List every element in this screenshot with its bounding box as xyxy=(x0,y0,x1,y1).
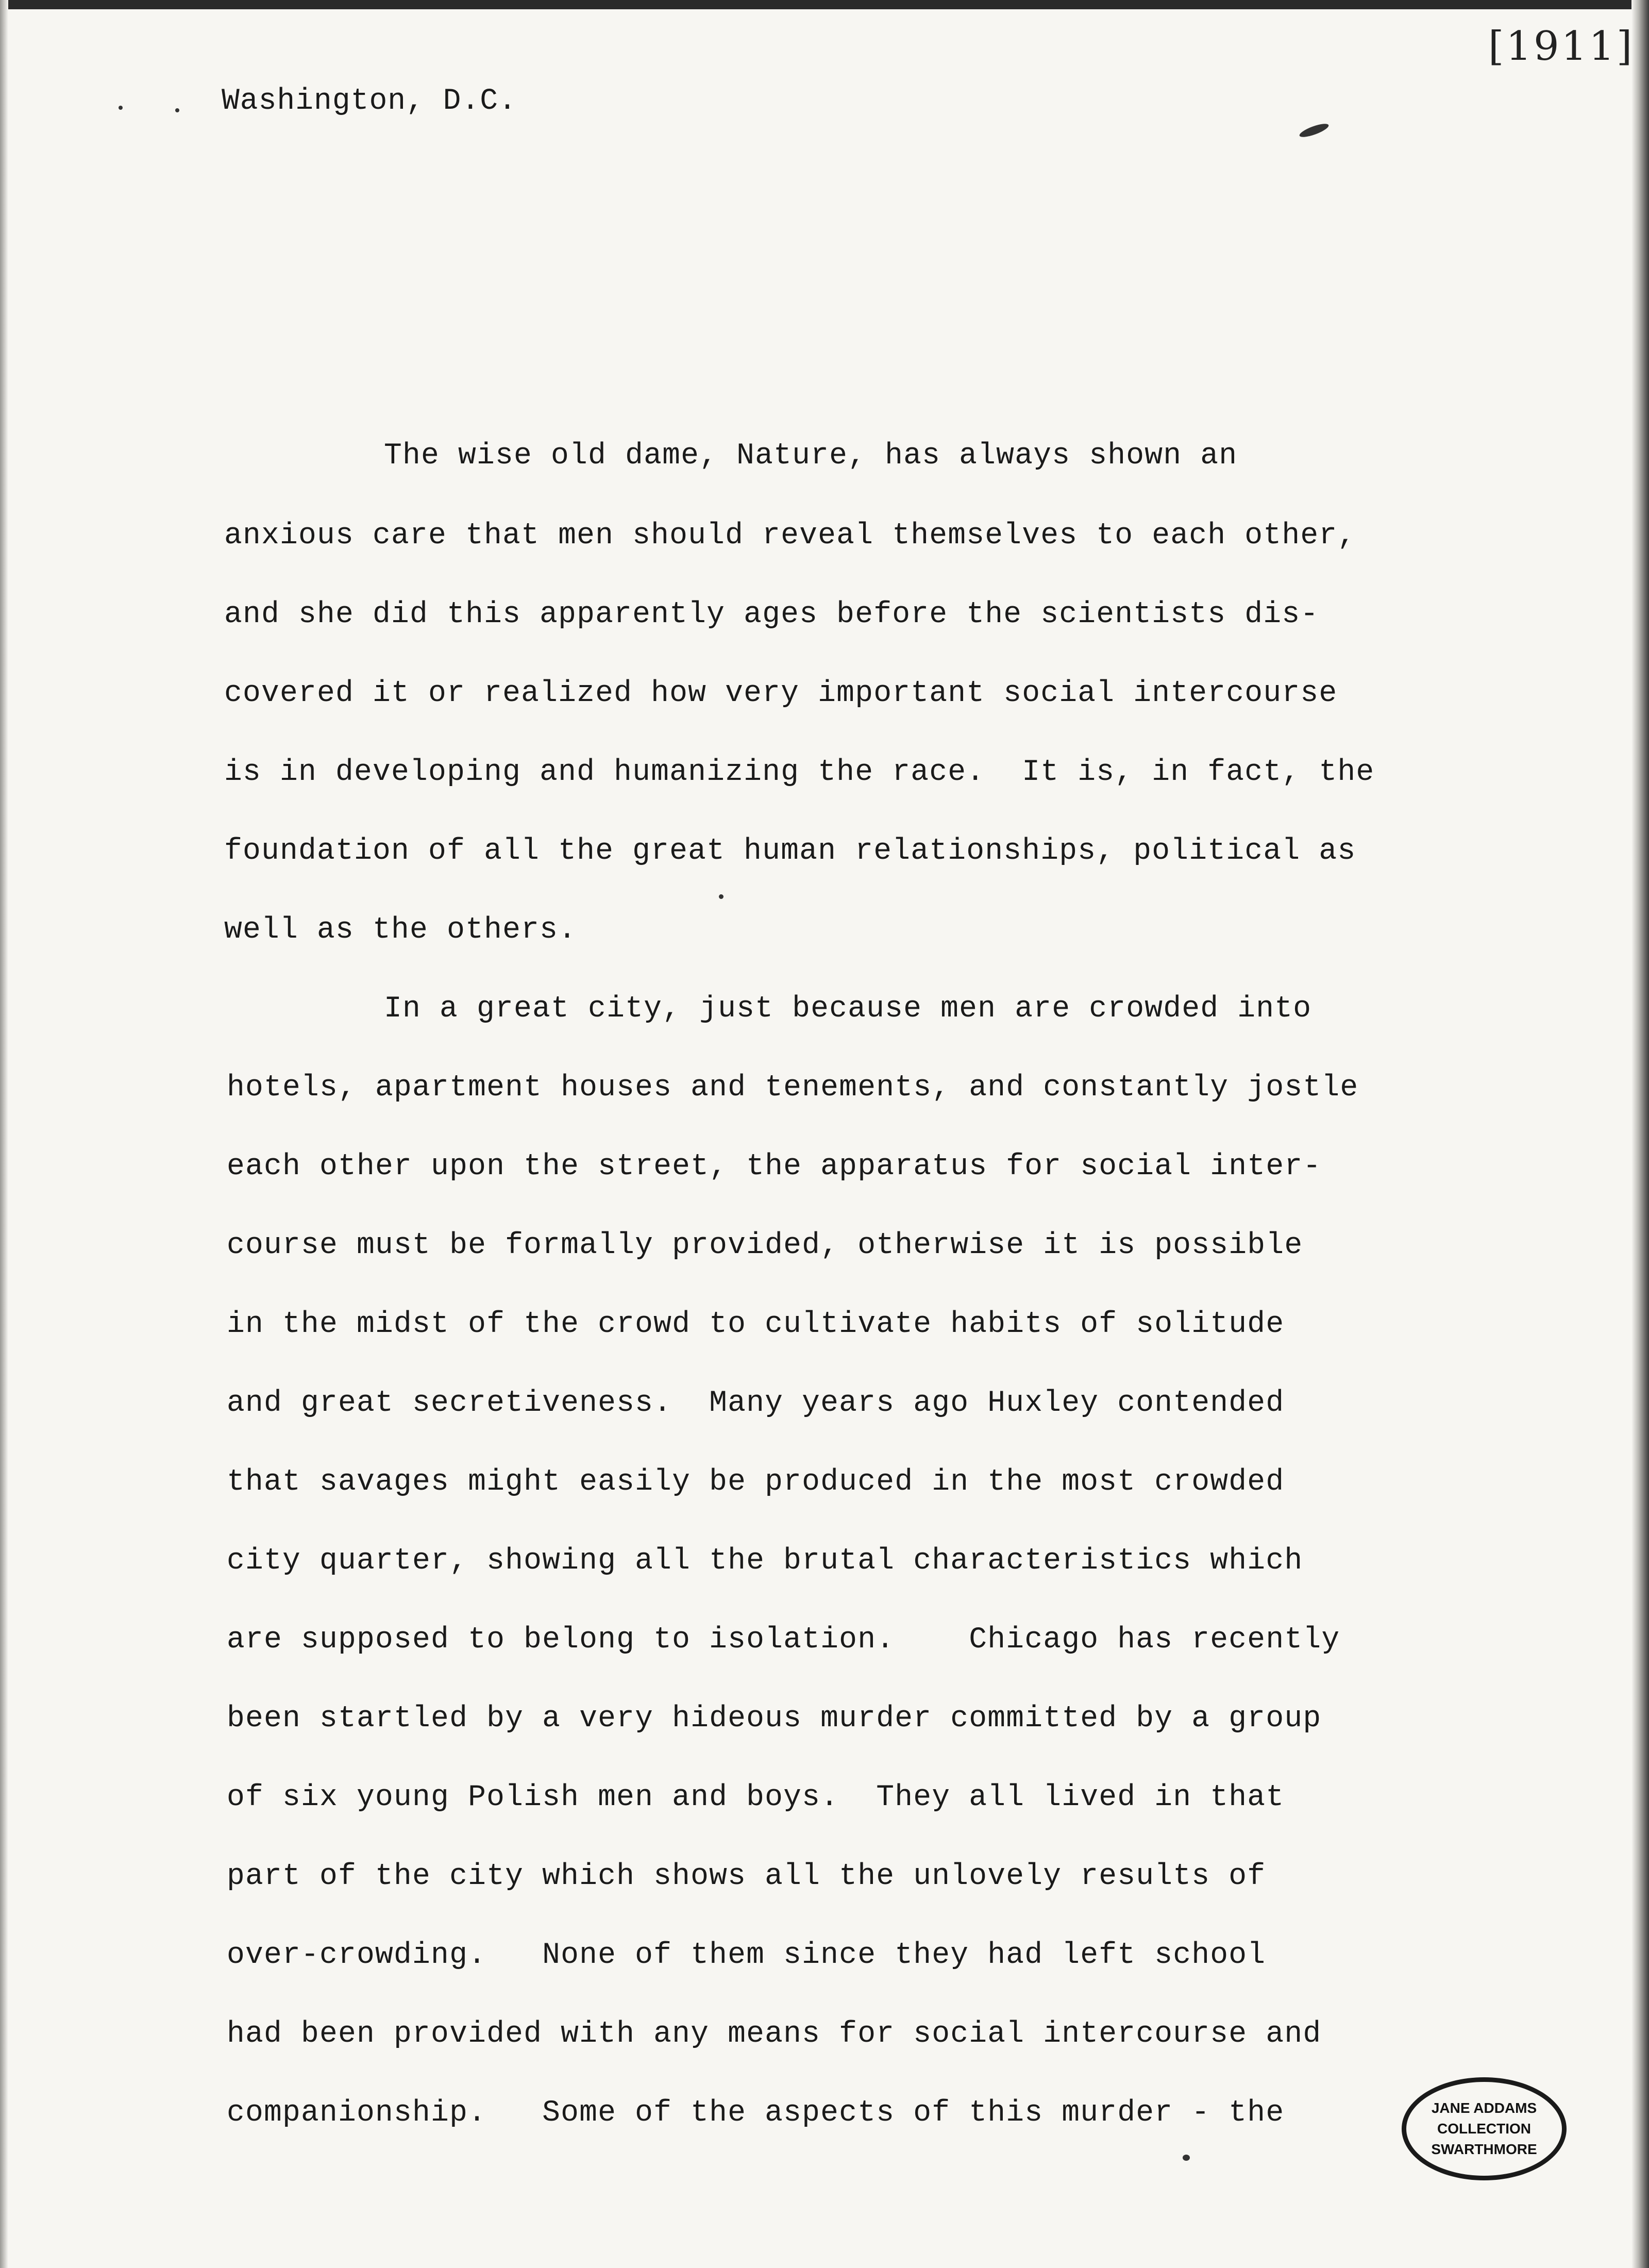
paragraph-2-line-3: each other upon the street, the apparatus for social inter- xyxy=(227,1150,1322,1183)
scan-speck xyxy=(719,894,723,899)
paragraph-2-line-10: been startled by a very hideous murder committed by a group xyxy=(227,1702,1322,1736)
paragraph-1-line-1: The wise old dame, Nature, has always shown an xyxy=(384,439,1238,473)
paragraph-2-line-12: part of the city which shows all the unlovely results of xyxy=(227,1860,1266,1893)
location-heading: Washington, D.C. xyxy=(222,85,517,118)
paragraph-2-line-1: In a great city, just because men are crowded into xyxy=(384,992,1312,1026)
stamp-line-2: COLLECTION xyxy=(1437,2121,1531,2137)
paragraph-2-line-13: over-crowding. None of them since they had left school xyxy=(227,1939,1266,1972)
paragraph-2-line-6: and great secretiveness. Many years ago Huxley contended xyxy=(227,1387,1285,1420)
archive-date-note: [1911] xyxy=(1488,23,1635,70)
paragraph-2-line-5: in the midst of the crowd to cultivate habits of solitude xyxy=(227,1308,1285,1341)
paragraph-1-line-2: anxious care that men should reveal themselves to each other, xyxy=(224,519,1356,553)
scan-right-edge xyxy=(1631,0,1649,2268)
paragraph-1-line-7: well as the others. xyxy=(224,913,577,947)
stamp-line-3: SWARTHMORE xyxy=(1431,2141,1537,2157)
scan-speck xyxy=(1298,121,1330,140)
scan-speck xyxy=(1183,2155,1190,2161)
paragraph-2-line-4: course must be formally provided, otherwise it is possible xyxy=(227,1229,1303,1262)
paragraph-2-line-7: that savages might easily be produced in the most crowded xyxy=(227,1465,1285,1499)
paragraph-1-line-6: foundation of all the great human relationships, political as xyxy=(224,835,1356,868)
scan-speck xyxy=(119,106,123,110)
paragraph-1-line-5: is in developing and humanizing the race. It is, in fact, the xyxy=(224,756,1375,789)
paragraph-2-line-14: had been provided with any means for social intercourse and xyxy=(227,2017,1322,2051)
paragraph-1-line-4: covered it or realized how very important social intercourse xyxy=(224,677,1338,710)
paragraph-2-line-9: are supposed to belong to isolation. Chicago has recently xyxy=(227,1623,1340,1657)
paragraph-1-line-3: and she did this apparently ages before the scientists dis- xyxy=(224,598,1319,631)
scan-speck xyxy=(175,108,179,112)
stamp-line-1: JANE ADDAMS xyxy=(1431,2100,1537,2116)
scan-top-edge xyxy=(0,0,1649,9)
paragraph-2-line-2: hotels, apartment houses and tenements, and constantly jostle xyxy=(227,1071,1359,1105)
paragraph-2-line-15: companionship. Some of the aspects of this murder - the xyxy=(227,2096,1285,2130)
paragraph-2-line-8: city quarter, showing all the brutal characteristics which xyxy=(227,1544,1303,1578)
collection-stamp xyxy=(1391,2072,1587,2186)
scan-left-edge xyxy=(0,0,8,2268)
paragraph-2-line-11: of six young Polish men and boys. They all lived in that xyxy=(227,1781,1285,1814)
